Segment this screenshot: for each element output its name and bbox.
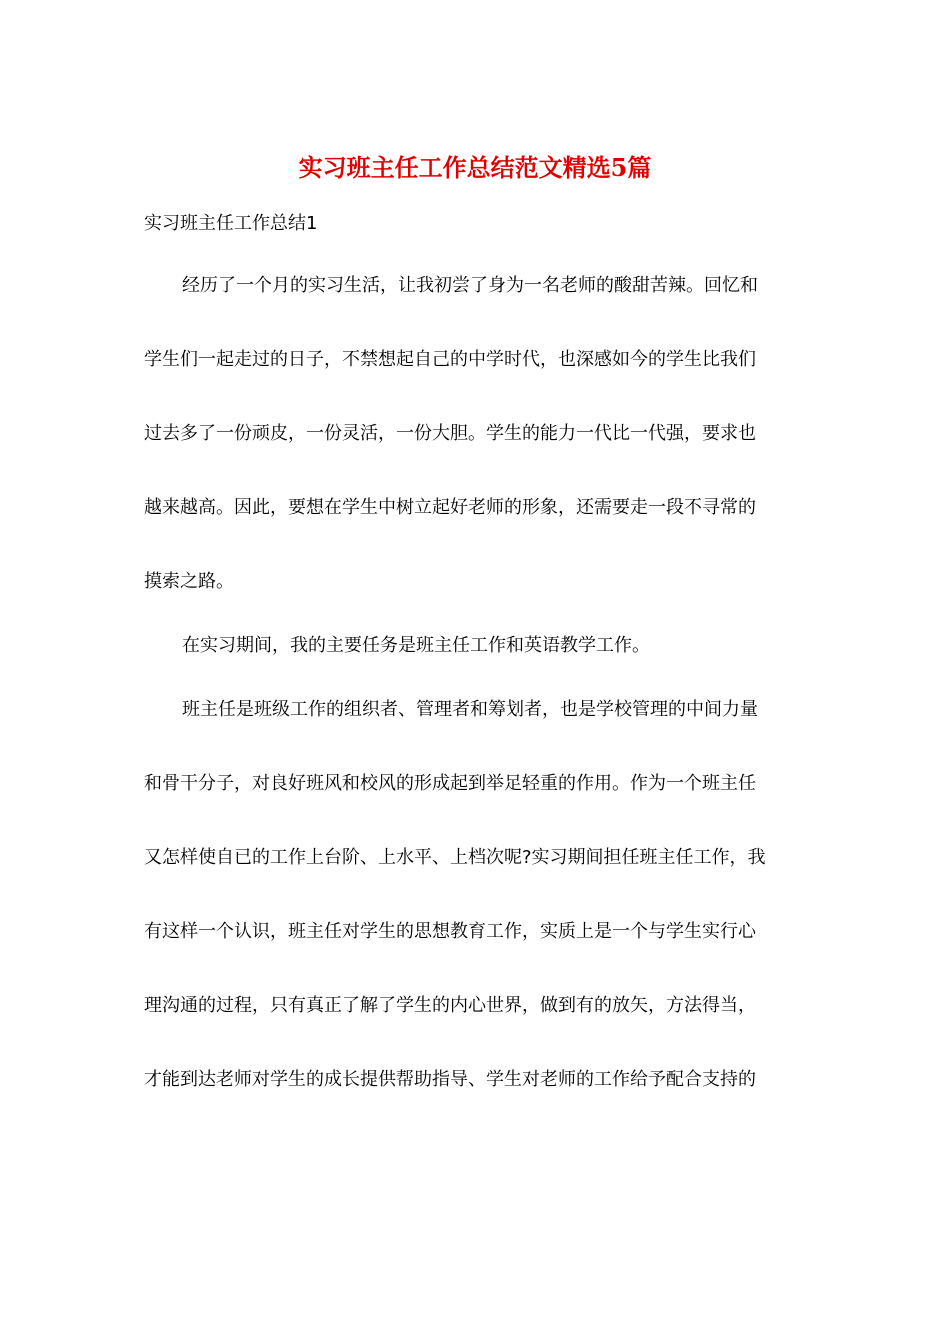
- paragraph-line: 过去多了一份顽皮，一份灵活，一份大胆。学生的能力一代比一代强，要求也: [144, 423, 756, 444]
- paragraph-line: 又怎样使自已的工作上台阶、上水平、上档次呢?实习期间担任班主任工作，我: [144, 847, 766, 868]
- document-title: 实习班主任工作总结范文精选5篇: [298, 153, 652, 182]
- paragraph-line: 才能到达老师对学生的成长提供帮助指导、学生对老师的工作给予配合支持的: [144, 1069, 756, 1090]
- paragraph-line: 班主任是班级工作的组织者、管理者和筹划者，也是学校管理的中间力量: [182, 699, 758, 720]
- section-heading: 实习班主任工作总结1: [144, 213, 318, 234]
- paragraph-line: 理沟通的过程，只有真正了解了学生的内心世界，做到有的放矢，方法得当，: [144, 995, 756, 1016]
- paragraph-line: 在实习期间，我的主要任务是班主任工作和英语教学工作。: [182, 635, 650, 656]
- paragraph-line: 摸索之路。: [144, 571, 234, 592]
- paragraph-line: 经历了一个月的实习生活，让我初尝了身为一名老师的酸甜苦辣。回忆和: [182, 275, 758, 296]
- paragraph-line: 越来越高。因此，要想在学生中树立起好老师的形象，还需要走一段不寻常的: [144, 497, 756, 518]
- paragraph-line: 学生们一起走过的日子，不禁想起自己的中学时代，也深感如今的学生比我们: [144, 349, 756, 370]
- paragraph-line: 有这样一个认识，班主任对学生的思想教育工作，实质上是一个与学生实行心: [144, 921, 756, 942]
- paragraph-line: 和骨干分子，对良好班风和校风的形成起到举足轻重的作用。作为一个班主任: [144, 773, 756, 794]
